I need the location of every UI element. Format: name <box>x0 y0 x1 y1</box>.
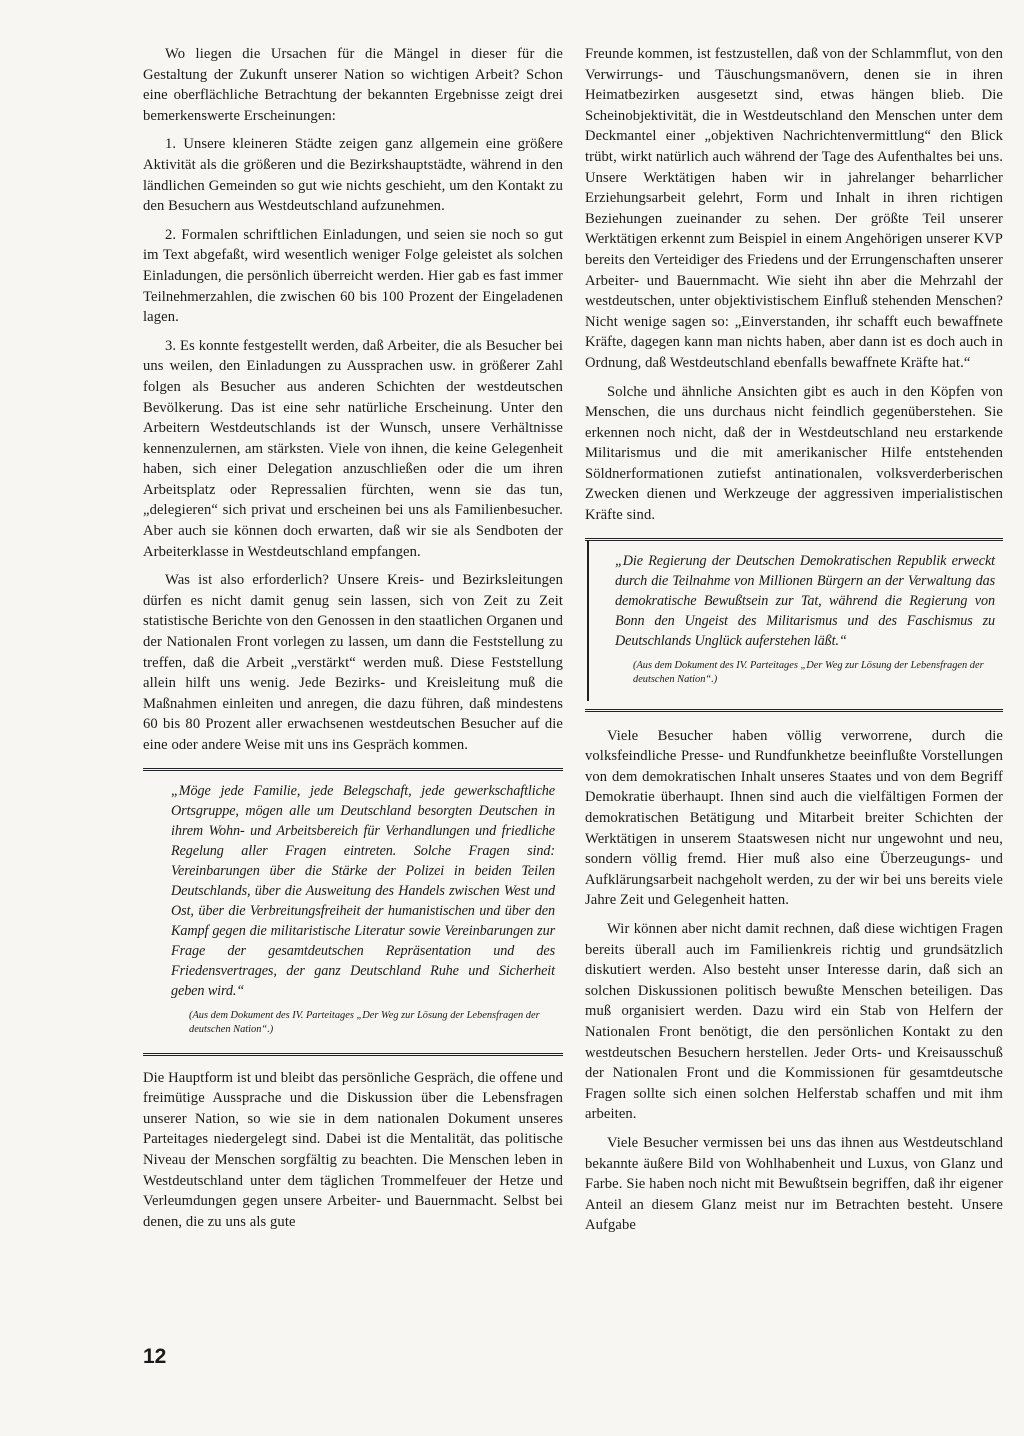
paragraph: Die Hauptform ist und bleibt das persönliche Gespräch, die offene und freimütige Aussprache und die Diskussion über die Lebensfragen unserer Nation, so wie sie in dem nationalen Dokument unseres Parteitages niedergelegt sind. Dabei ist die Mentalität, das politische Niveau der Menschen sorgfältig zu beachten. Die Menschen leben in Westdeutschland unter dem täglichen Trommelfeuer der Hetze und Verleumdungen gegen unsere Arbeiter- und Bauernmacht. Selbst bei denen, die zu uns als gute <box>143 1069 563 1230</box>
paragraph: Freunde kommen, ist festzustellen, daß von der Schlammflut, von den Verwirrungs- und Täuschungsmanövern, denen sie in ihren Heimatbezirken ausgesetzt sind, etwas hängen blieb. Die Scheinobjektivität, die in Westdeutschland den Menschen unter dem Deckmantel einer „objektiven Nachrichtenvermittlung“ den Blick trübt, wirkt natürlich auch während der Tage des Aufenthaltes bei uns. Unsere Werktätigen haben wir in jahrelanger beharrlicher Erziehungsarbeit gelehrt, Form und Inhalt in ihren richtigen Beziehungen zueinander zu sehen. Der größte Teil unserer Werktätigen erkennt zum Beispiel in einem Angehörigen unserer KVP bereits den Verteidiger des Friedens und der Errungenschaften unserer Arbeiter- und Bauernmacht. Wie sieht ihn aber die Mehrzahl der westdeutschen, unter objektivistischem Einfluß stehenden Menschen? Nicht wenige sagen so: „Einverstanden, ihr schafft euch bewaffnete Kräfte, dagegen kann man nichts haben, aber dann ist es doch auch in Ordnung, daß Westdeutschland ebenfalls bewaffnete Kräfte hat.“ <box>585 46 1003 371</box>
page-number: 12 <box>143 1345 167 1368</box>
paragraph: Viele Besucher vermissen bei uns das ihnen aus Westdeutschland bekannte äußere Bild von Wohlhabenheit und Luxus, von Glanz und Farbe. Sie haben noch nicht mit Bewußtsein begriffen, daß ihr eigener Anteil an diesem Glanz meist nur im Betrachten besteht. Unsere Aufgabe <box>585 1134 1003 1234</box>
quote-box <box>587 541 1003 701</box>
paragraph: 2. Formalen schriftlichen Einladungen, und seien sie noch so gut im Text abgefaßt, wird wesentlich weniger Folge geleistet als solchen Einladungen, die persönlich überreicht werden. Hier gab es fast immer Teilnehmerzahlen, die zwischen 60 bis 100 Prozent der Eingeladenen lagen. <box>143 226 563 326</box>
paragraph: 3. Es konnte festgestellt werden, daß Arbeiter, die als Besucher bei uns weilen, den Einladungen zu Aussprachen usw. in größerer Zahl folgen als Besucher aus anderen Schichten der westdeutschen Bevölkerung. Das ist eine sehr natürliche Erscheinung. Unter den Arbeitern Westdeutschlands ist der Wunsch, unsere Verhältnisse kennenzulernen, am stärksten. Viele von ihnen, die keine Gelegenheit haben, sich einer Delegation anzuschließen oder die um ihren Arbeitsplatz oder Repressalien fürchten, wenn sie das tun, „delegieren“ sich privat und erscheinen bei uns als Familienbesucher. Aber auch sie können doch erwarten, daß wir sie als Sendboten der Arbeiterklasse in Westdeutschland empfangen. <box>143 337 563 560</box>
left-column <box>143 44 563 1240</box>
quote-text: „Möge jede Familie, jede Belegschaft, jede gewerkschaftliche Ortsgruppe, mögen alle um Deutschland besorgten Deutschen in ihrem Wohn- und Arbeitsbereich für Verhandlungen und friedliche Regelung aller Fragen eintreten. Solche Fragen sind: Vereinbarungen über die Stärke der Polizei in beiden Teilen Deutschlands, über die Ausweitung des Handels zwischen West und Ost, über die Verbreitungsfreiheit der humanistischen und über den Kampf gegen die militaristische Literatur sowie Vereinbarungen zur Frage der gesamtdeutschen Repräsentation und des Friedensvertrages, der ganz Deutschland Ruhe und Sicherheit geben wird.“ <box>171 782 555 999</box>
quote-box <box>143 771 563 1051</box>
paragraph: Viele Besucher haben völlig verworrene, durch die volksfeindliche Presse- und Rundfunkhetze beeinflußte Vorstellungen von dem demokratischen Inhalt unseres Staates und von dem Begriff Demokratie überhaupt. Ihnen sind auch die vielfältigen Formen der demokratischen Betätigung und Mitarbeit breiter Schichten der Werktätigen in unserem Staatswesen nicht nur ungewohnt und neu, sondern völlig fremd. Hier muß also eine Überzeugungs- und Aufklärungsarbeit nachgeholt werden, zu der wir bei uns bereits viele Jahre Zeit und Gelegenheit hatten. <box>585 727 1003 909</box>
quote-text: „Die Regierung der Deutschen Demokratischen Republik erweckt durch die Teilnahme von Millionen Bürgern an der Verwaltung das demokratische Bewußtsein zur Tat, während die Regierung von Bonn den Ungeist des Militarismus und des Faschismus zu Deutschlands Unglück auferstehen läßt.“ <box>615 552 995 649</box>
quote-source: (Aus dem Dokument des IV. Parteitages „Der Weg zur Lösung der Lebensfragen der deutschen Nation“.) <box>189 1009 540 1035</box>
quote-source: (Aus dem Dokument des IV. Parteitages „Der Weg zur Lösung der Lebensfragen der deutschen Nation“.) <box>633 659 984 685</box>
right-column <box>585 44 1003 1244</box>
paragraph: Wo liegen die Ursachen für die Mängel in dieser für die Gestaltung der Zukunft unserer Nation so wichtigen Arbeit? Schon eine oberflächliche Betrachtung der bekannten Ergebnisse zeigt drei bemerkenswerte Erscheinungen: <box>143 46 563 124</box>
paragraph: Wir können aber nicht damit rechnen, daß diese wichtigen Fragen bereits überall auch im Familienkreis richtig und grundsätzlich diskutiert werden. Also besteht unser Interesse darin, daß sich an solchen Diskussionen politisch bewußte Menschen beteiligen. Das muß organisiert werden. Dazu wird ein Stab von Helfern der Nationalen Front benötigt, die den persönlichen Kontakt zu den westdeutschen Besuchern herstellen. Jeder Orts- und Kreisausschuß der Nationalen Front und die Kommissionen für gesamtdeutsche Fragen sollte sich einen solchen Helferstab schaffen und mit ihm arbeiten. <box>585 921 1003 1123</box>
divider-rule <box>143 1053 563 1056</box>
paragraph: 1. Unsere kleineren Städte zeigen ganz allgemein eine größere Aktivität als die größeren und die Bezirkshauptstädte, während in den ländlichen Gemeinden so gut wie nichts geschieht, um den Kontakt zu den Besuchern aus Westdeutschland aufzunehmen. <box>143 136 563 215</box>
paragraph: Solche und ähnliche Ansichten gibt es auch in den Köpfen von Menschen, die uns durchaus nicht feindlich gegenüberstehen. Sie erkennen noch nicht, daß der in Westdeutschland neu erstarkende Militarismus und die mit amerikanischer Hilfe entstehenden Söldnerformationen zutiefst antinationalen, volksverderberischen Zwecken dienen und Werkzeuge der aggressiven imperialistischen Kräfte sind. <box>585 383 1003 524</box>
divider-rule <box>585 709 1003 712</box>
paragraph: Was ist also erforderlich? Unsere Kreis- und Bezirksleitungen dürfen es nicht damit genug sein lassen, sich von Zeit zu Zeit statistische Berichte von den Genossen in den staatlichen Organen und der Nationalen Front vorlegen zu lassen, um dann die Feststellung zu treffen, daß die Arbeit „verstärkt“ werden muß. Diese Feststellung allein hilft uns wenig. Jede Bezirks- und Kreisleitung muß die Maßnahmen einleiten und anregen, die dazu führen, daß mindestens 60 bis 80 Prozent aller erwachsenen westdeutschen Besucher auf die eine oder andere Weise mit uns ins Gespräch kommen. <box>143 572 563 753</box>
